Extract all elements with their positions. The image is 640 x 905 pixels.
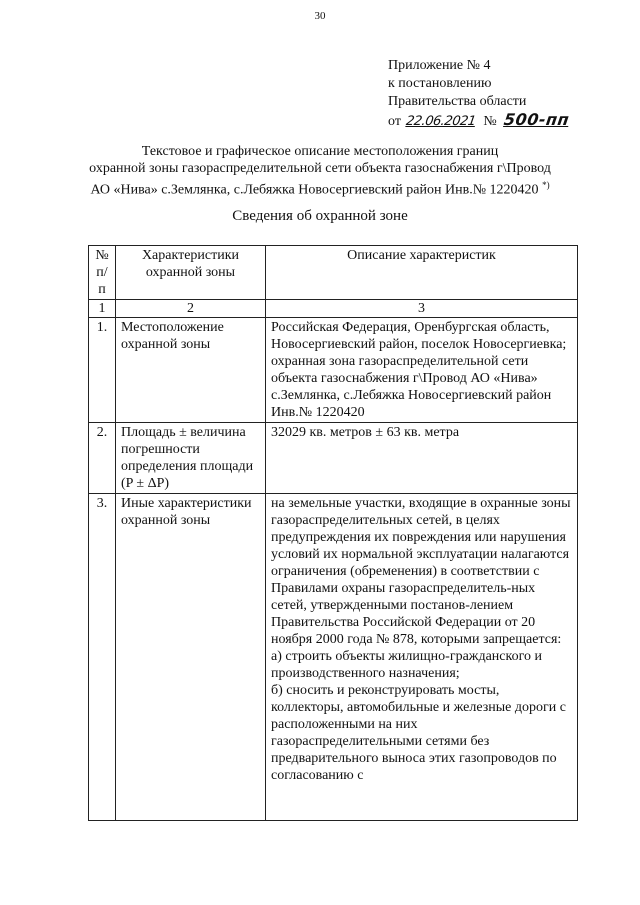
zone-info-table bbox=[88, 245, 578, 821]
title-line-1: Текстовое и графическое описание местоположения границ bbox=[141, 144, 499, 159]
appendix-block bbox=[388, 57, 569, 131]
handwritten-date: 22.06.2021 bbox=[405, 114, 477, 129]
row-characteristic: Площадь ± величина погрешности определения площади (P ± ΔP) bbox=[116, 423, 266, 494]
header-description: Описание характеристик bbox=[266, 246, 578, 300]
table-row bbox=[89, 423, 578, 494]
header-number: № п/п bbox=[89, 246, 116, 300]
table-index-row bbox=[89, 300, 578, 318]
index-col-2: 2 bbox=[116, 300, 266, 318]
row-characteristic: Местоположение охранной зоны bbox=[116, 318, 266, 423]
appendix-line-1: Приложение № 4 bbox=[388, 58, 491, 73]
row-number: 2. bbox=[89, 423, 116, 494]
appendix-line-3: Правительства области bbox=[388, 94, 527, 109]
table-row bbox=[89, 494, 578, 821]
appendix-line-2: к постановлению bbox=[388, 76, 492, 91]
handwritten-number: 500-пп bbox=[502, 110, 571, 129]
row-number: 3. bbox=[89, 494, 116, 821]
footnote-mark: *) bbox=[542, 180, 550, 190]
header-characteristic: Характеристики охранной зоны bbox=[116, 246, 266, 300]
table-row bbox=[89, 318, 578, 423]
index-col-1: 1 bbox=[89, 300, 116, 318]
table-header-row bbox=[89, 246, 578, 300]
section-subtitle: Сведения об охранной зоне bbox=[232, 208, 408, 224]
row-description: 32029 кв. метров ± 63 кв. метра bbox=[266, 423, 578, 494]
restriction-item-a: а) строить объекты жилищно-гражданского и производственного назначения; bbox=[271, 649, 542, 681]
row-number: 1. bbox=[89, 318, 116, 423]
restriction-item-b: б) сносить и реконструировать мосты, коллекторы, автомобильные и железные дороги с расположенными на них газораспределительными сетями без предварительного выноса этих газопроводов по согласованию с bbox=[271, 683, 566, 783]
title-line-2: охранной зоны газораспределительной сети объекта газоснабжения г\Провод bbox=[89, 161, 551, 176]
title-line-3: АО «Нива» с.Землянка, с.Лебяжка Новосергиевский район Инв.№ 1220420 *) bbox=[90, 180, 550, 198]
from-label: от bbox=[388, 114, 401, 129]
restriction-intro: на земельные участки, входящие в охранные зоны газораспределительных сетей, в целях предупреждения их повреждения или нарушения условий их нормальной эксплуатации налагаются ограничения (обременения) в соответствии с Правилами охраны газораспределитель-ных сетей, утвержденными постанов-лением Правительства Российской Федерации от 20 ноября 2000 года № 878, которыми запрещается: bbox=[271, 496, 571, 647]
index-col-3: 3 bbox=[266, 300, 578, 318]
row-characteristic: Иные характеристики охранной зоны bbox=[116, 494, 266, 821]
document-title bbox=[60, 143, 580, 199]
page-number: 30 bbox=[314, 10, 326, 22]
number-label: № bbox=[483, 114, 497, 129]
row-description: Российская Федерация, Оренбургская область, Новосергиевский район, поселок Новосергиевка; охранная зона газораспределительной сети объекта газоснабжения г\Провод АО «Нива» с.Землянка, с.Лебяжка Новосергиевский район Инв.№ 1220420 bbox=[266, 318, 578, 423]
appendix-line-4 bbox=[388, 111, 569, 131]
row-description bbox=[266, 494, 578, 821]
